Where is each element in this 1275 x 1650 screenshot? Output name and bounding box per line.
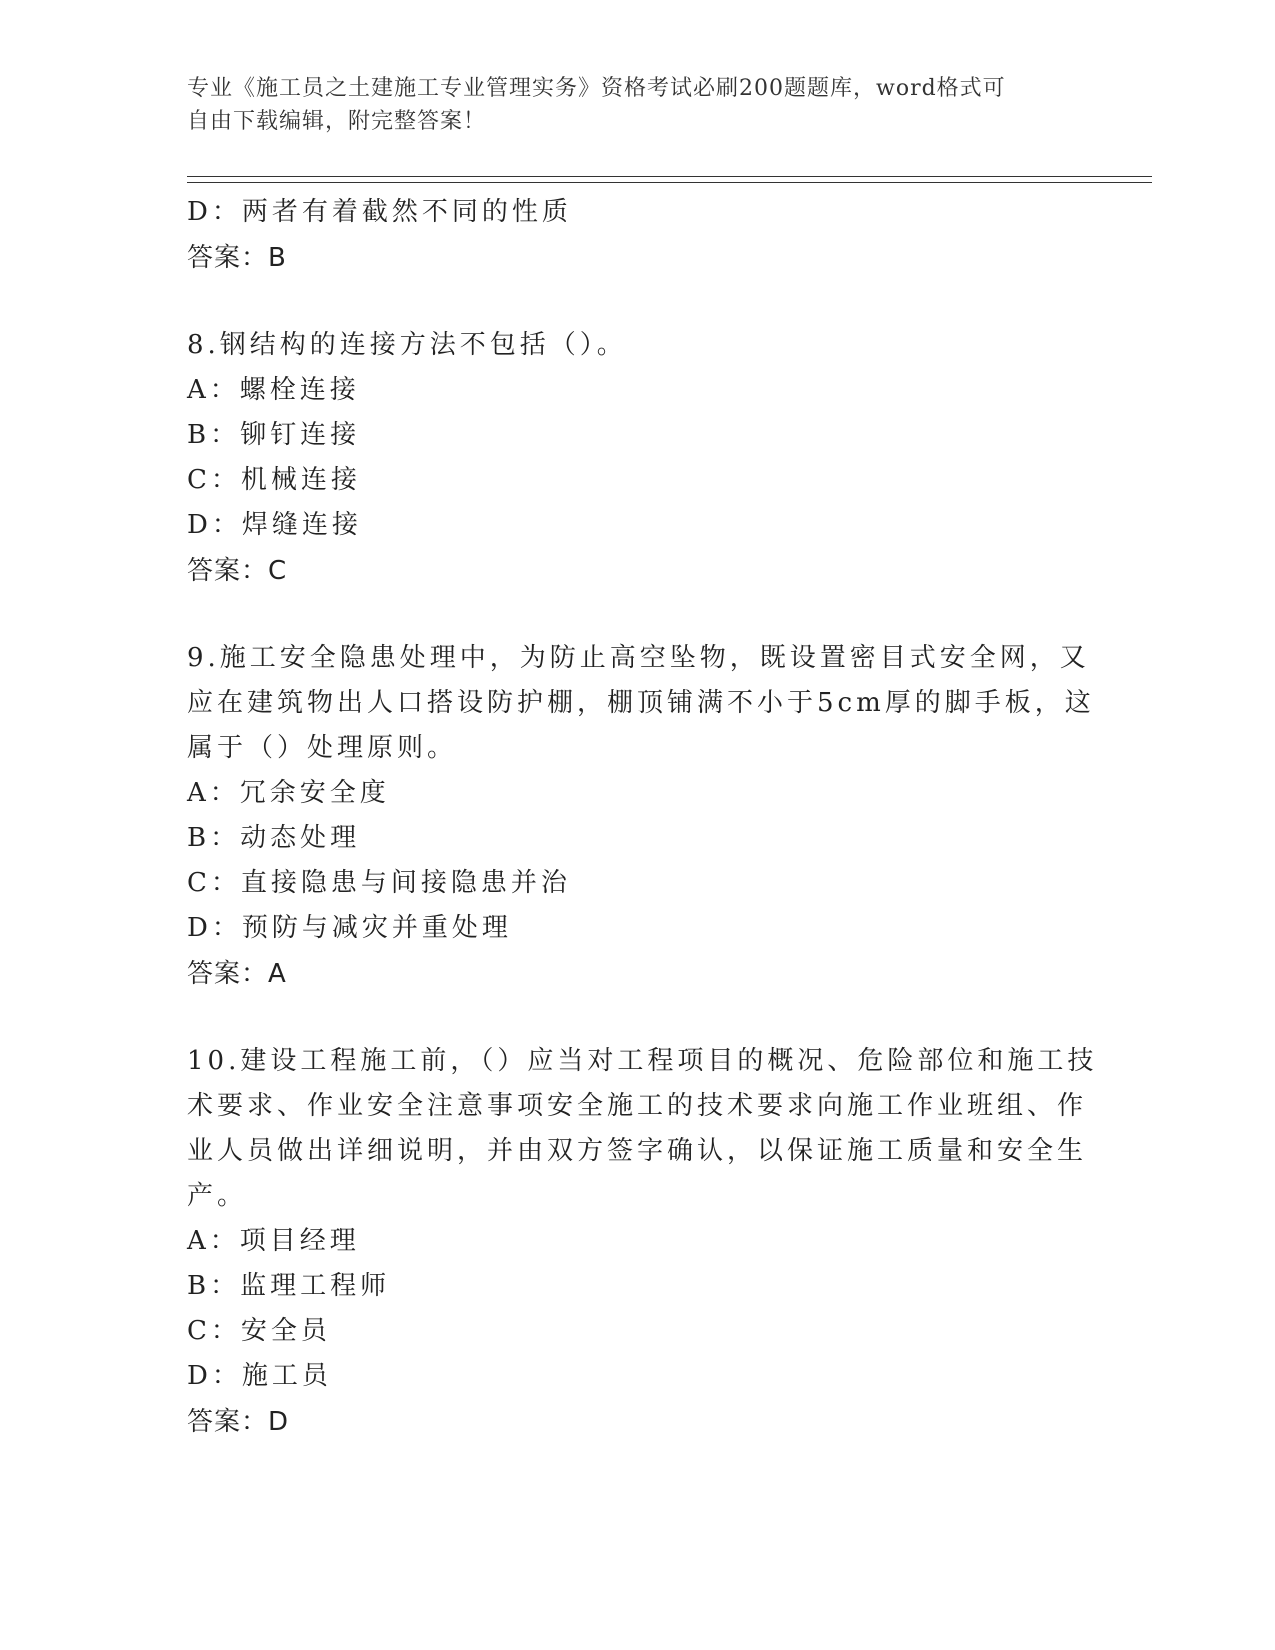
question-text-line-2: 应在建筑物出人口搭设防护棚，棚顶铺满不小于5cm厚的脚手板，这 (187, 688, 1095, 718)
option-d: D：预防与减灾并重处理 (187, 913, 512, 943)
header-divider-top (187, 176, 1152, 177)
header-line-1: 专业《施工员之土建施工专业管理实务》资格考试必刷200题题库，word格式可 (187, 76, 1006, 101)
option-c: C：机械连接 (187, 465, 361, 495)
question-text-line-3: 业人员做出详细说明，并由双方签字确认，以保证施工质量和安全生 (187, 1136, 1088, 1166)
document-header (187, 72, 1067, 138)
question-text-line-1: 10.建设工程施工前，（）应当对工程项目的概况、危险部位和施工技 (187, 1046, 1098, 1076)
option-c: C：安全员 (187, 1316, 331, 1346)
previous-question-tail (187, 190, 1087, 281)
question-content (187, 190, 1098, 1445)
question-8 (187, 323, 1087, 594)
header-divider-bottom (187, 182, 1152, 183)
option-a: A：项目经理 (187, 1226, 360, 1256)
option-d: D：施工员 (187, 1361, 332, 1391)
answer: 答案：C (187, 556, 288, 586)
question-text: 8.钢结构的连接方法不包括（）。 (187, 330, 627, 360)
option-b: B：铆钉连接 (187, 420, 361, 450)
question-text-line-2: 术要求、作业安全注意事项安全施工的技术要求向施工作业班组、作 (187, 1091, 1088, 1121)
question-text-line-1: 9.施工安全隐患处理中，为防止高空坠物，既设置密目式安全网，又 (187, 643, 1090, 673)
option-d: D：两者有着截然不同的性质 (187, 197, 572, 227)
question-10 (187, 1039, 1098, 1445)
option-c: C：直接隐患与间接隐患并治 (187, 868, 571, 898)
answer: 答案：B (187, 243, 287, 273)
option-a: A：冗余安全度 (187, 778, 390, 808)
option-a: A：螺栓连接 (187, 375, 360, 405)
option-b: B：动态处理 (187, 823, 361, 853)
question-9 (187, 636, 1095, 997)
option-d: D：焊缝连接 (187, 510, 362, 540)
question-text-line-4: 产。 (187, 1181, 248, 1211)
header-line-2: 自由下载编辑，附完整答案！ (187, 109, 487, 134)
answer: 答案：A (187, 959, 287, 989)
option-b: B：监理工程师 (187, 1271, 391, 1301)
answer: 答案：D (187, 1407, 290, 1437)
question-text-line-3: 属于（）处理原则。 (187, 733, 458, 763)
